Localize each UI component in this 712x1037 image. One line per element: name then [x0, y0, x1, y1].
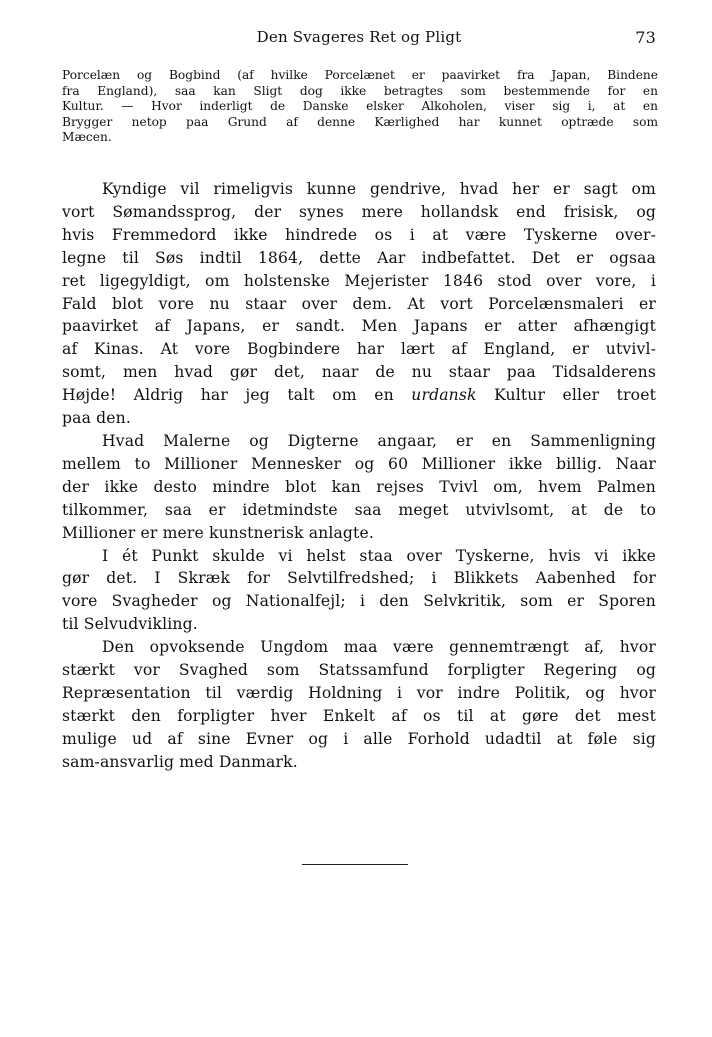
body-line: Højde! Aldrig har jeg talt om en urdansk Kultur eller troet	[62, 386, 656, 405]
body-line: legne til Søs indtil 1864, dette Aar indbefattet. Det er ogsaa	[62, 248, 656, 267]
body-line: somt, men hvad gør det, naar de nu staar paa Tidsalderens	[62, 363, 656, 382]
emphasis: urdansk	[411, 386, 477, 405]
section-end-rule	[302, 864, 408, 865]
body-line: der ikke desto mindre blot kan rejses Tvivl om, hvem Palmen	[62, 477, 656, 496]
body-line: gør det. I Skræk for Selvtilfredshed; i Blikkets Aabenhed for	[62, 569, 656, 588]
body-line: Millioner er mere kunstnerisk anlagte.	[62, 523, 374, 542]
body-line: vort Sømandssprog, der synes mere hollandsk end frisisk, og	[62, 202, 656, 221]
body-line: vore Svagheder og Nationalfejl; i den Selvkritik, som er Sporen	[62, 592, 656, 611]
body-line: stærkt vor Svaghed som Statssamfund forpligter Regering og	[62, 661, 656, 680]
body-line: hvis Fremmedord ikke hindrede os i at være Tyskerne over-	[62, 225, 656, 244]
footnote-line: Mæcen.	[62, 130, 112, 145]
body-line: Kyndige vil rimeligvis kunne gendrive, hvad her er sagt om	[102, 180, 656, 198]
body-line: Fald blot vore nu staar over dem. At vort Porcelænsmaleri er	[62, 294, 656, 313]
body-line: paa den.	[62, 409, 131, 428]
body-line: mellem to Millioner Mennesker og 60 Millioner ikke billig. Naar	[62, 454, 656, 473]
page-number: 73	[635, 28, 656, 47]
body-line: Repræsentation til værdig Holdning i vor indre Politik, og hvor	[62, 683, 656, 702]
body-line: til Selvudvikling.	[62, 615, 198, 634]
body-line: sam-ansvarlig med Danmark.	[62, 752, 298, 771]
body-text	[62, 178, 656, 774]
footnote	[62, 68, 658, 146]
body-line: I ét Punkt skulde vi helst staa over Tyskerne, hvis vi ikke	[102, 546, 656, 565]
running-head	[62, 28, 656, 52]
body-line: mulige ud af sine Evner og i alle Forhold udadtil at føle sig	[62, 729, 656, 748]
footnote-line: Kultur. — Hvor inderligt de Danske elsker Alkoholen, viser sig i, at en	[62, 99, 658, 114]
body-line: paavirket af Japans, er sandt. Men Japans er atter afhængigt	[62, 317, 656, 336]
footnote-line: Brygger netop paa Grund af denne Kærlighed har kunnet optræde som	[62, 114, 658, 129]
footnote-line: fra England), saa kan Sligt dog ikke betragtes som bestemmende for en	[62, 83, 658, 98]
body-line: af Kinas. At vore Bogbindere har lært af England, er utvivl-	[62, 340, 656, 359]
body-line: ret ligegyldigt, om holstenske Mejerister 1846 stod over vore, i	[62, 271, 656, 290]
body-line: Den opvoksende Ungdom maa være gennemtrængt af, hvor	[102, 638, 656, 657]
body-line: Hvad Malerne og Digterne angaar, er en Sammenligning	[102, 431, 656, 450]
body-line: stærkt den forpligter hver Enkelt af os til at gøre det mest	[62, 706, 656, 725]
footnote-line: Porcelæn og Bogbind (af hvilke Porcelænet er paavirket fra Japan, Bindene	[62, 68, 658, 82]
running-title: Den Svageres Ret og Pligt	[256, 28, 462, 46]
body-line: tilkommer, saa er idetmindste saa meget utvivlsomt, at de to	[62, 500, 656, 519]
